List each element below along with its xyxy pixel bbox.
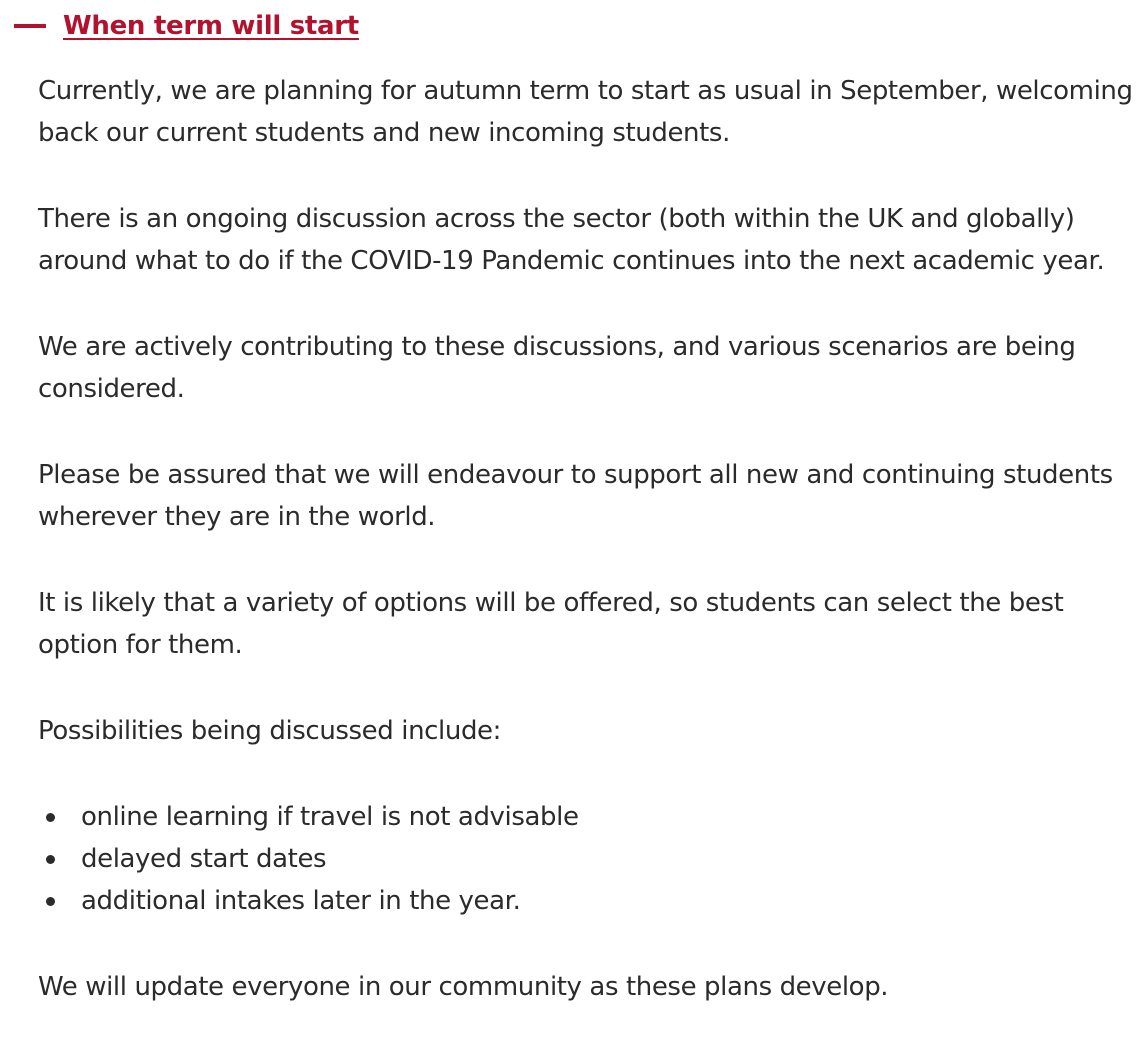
list-item [38, 880, 1134, 922]
possibilities-list [38, 796, 1134, 922]
list-item [38, 838, 1134, 880]
paragraph: Currently, we are planning for autumn term to start as usual in September, welcoming back our current students and new incoming students. [38, 76, 1133, 148]
list-item [38, 796, 1134, 838]
list-item-text: delayed start dates [81, 844, 327, 874]
paragraph: It is likely that a variety of options will be offered, so students can select the best option for them. [38, 588, 1064, 660]
bullet-icon [46, 855, 55, 864]
list-intro: Possibilities being discussed include: [38, 716, 502, 746]
bullet-icon [46, 813, 55, 822]
accordion-toggle[interactable] [14, 6, 359, 46]
minus-icon[interactable] [14, 24, 46, 28]
accordion-body [38, 70, 1134, 1052]
paragraph: Please be assured that we will endeavour to support all new and continuing students wherever they are in the world. [38, 460, 1113, 532]
paragraph: There is an ongoing discussion across the sector (both within the UK and globally) around what to do if the COVID-19 Pandemic continues into the next academic year. [38, 204, 1105, 276]
closing-paragraph: We will update everyone in our community as these plans develop. [38, 972, 889, 1002]
list-item-text: online learning if travel is not advisable [81, 802, 579, 832]
list-item-text: additional intakes later in the year. [81, 886, 521, 916]
bullet-icon [46, 897, 55, 906]
accordion-title-link[interactable]: When term will start [63, 11, 359, 41]
paragraph: We are actively contributing to these discussions, and various scenarios are being considered. [38, 332, 1076, 404]
